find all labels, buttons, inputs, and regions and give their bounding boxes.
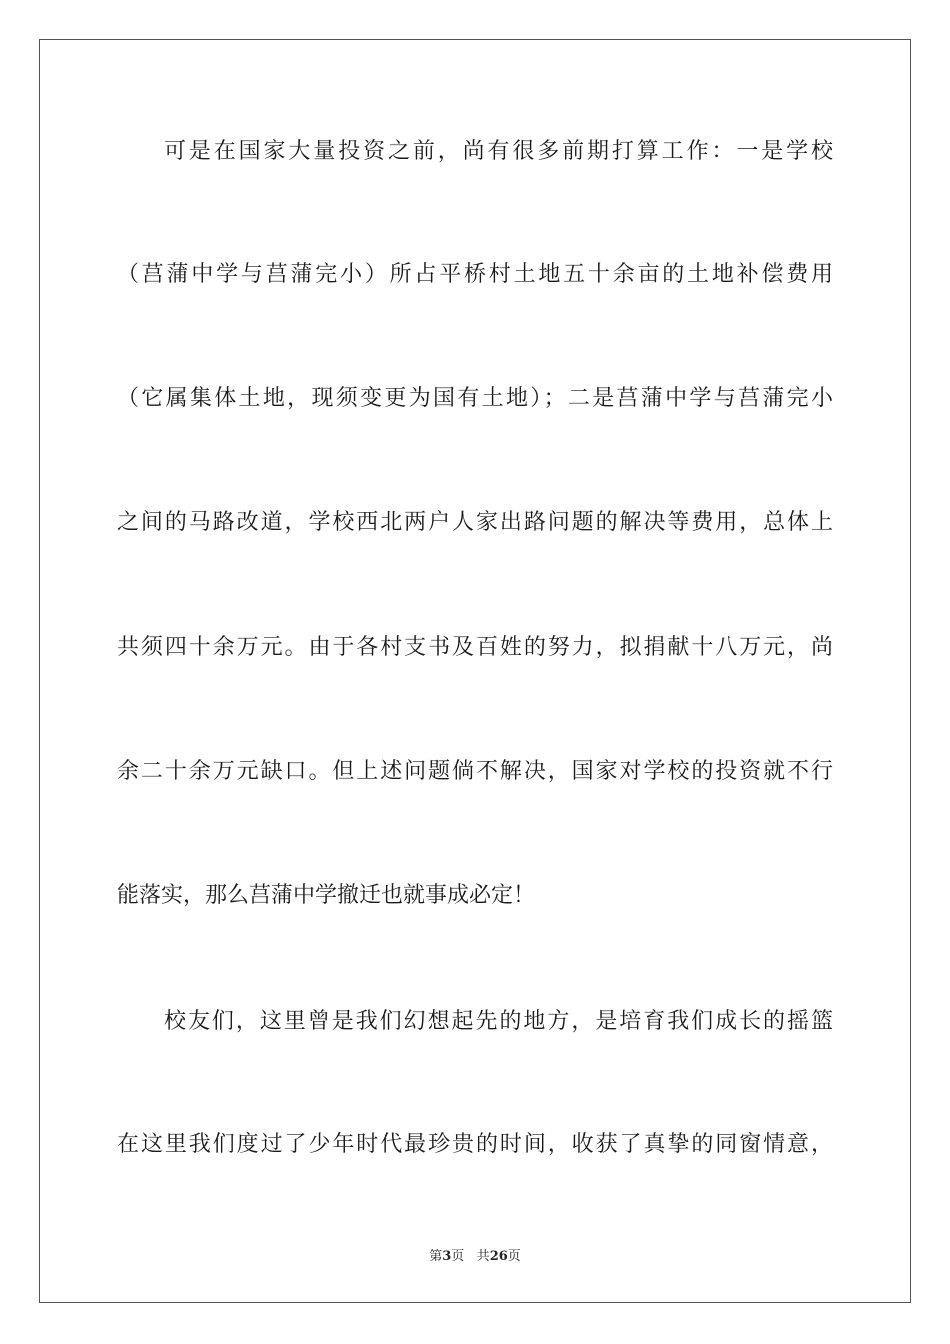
page-number: 3: [442, 1249, 452, 1264]
paragraph-line-1: 可是在国家大量投资之前，尚有很多前期打算工作：一是学校: [164, 139, 833, 164]
paragraph-line-5: 共须四十余万元。由于各村支书及百姓的努力，拟捐献十八万元，尚: [117, 635, 833, 660]
total-pages: 26: [489, 1249, 508, 1264]
paragraph-line-9: 在这里我们度过了少年时代最珍贵的时间，收获了真挚的同窗情意，: [117, 1132, 833, 1157]
page-prefix: 第: [429, 1249, 443, 1264]
page-border: [39, 39, 911, 1303]
page-footer: [0, 1248, 950, 1266]
page-suffix: 页: [451, 1249, 465, 1264]
paragraph-line-7: 能落实，那么莒蒲中学撤迁也就事成必定！: [117, 883, 536, 908]
paragraph-line-6: 余二十余万元缺口。但上述问题倘不解决，国家对学校的投资就不行: [117, 759, 833, 784]
paragraph-line-2: （莒蒲中学与莒蒲完小）所占平桥村土地五十余亩的土地补偿费用: [117, 262, 833, 287]
total-suffix: 页: [507, 1249, 521, 1264]
paragraph-line-3: （它属集体土地，现须变更为国有土地）；二是莒蒲中学与莒蒲完小: [117, 386, 833, 411]
paragraph-line-8: 校友们，这里曾是我们幻想起先的地方，是培育我们成长的摇篮: [164, 1009, 833, 1034]
total-prefix: 共: [476, 1249, 490, 1264]
paragraph-line-4: 之间的马路改道，学校西北两户人家出路问题的解决等费用，总体上: [117, 510, 833, 535]
